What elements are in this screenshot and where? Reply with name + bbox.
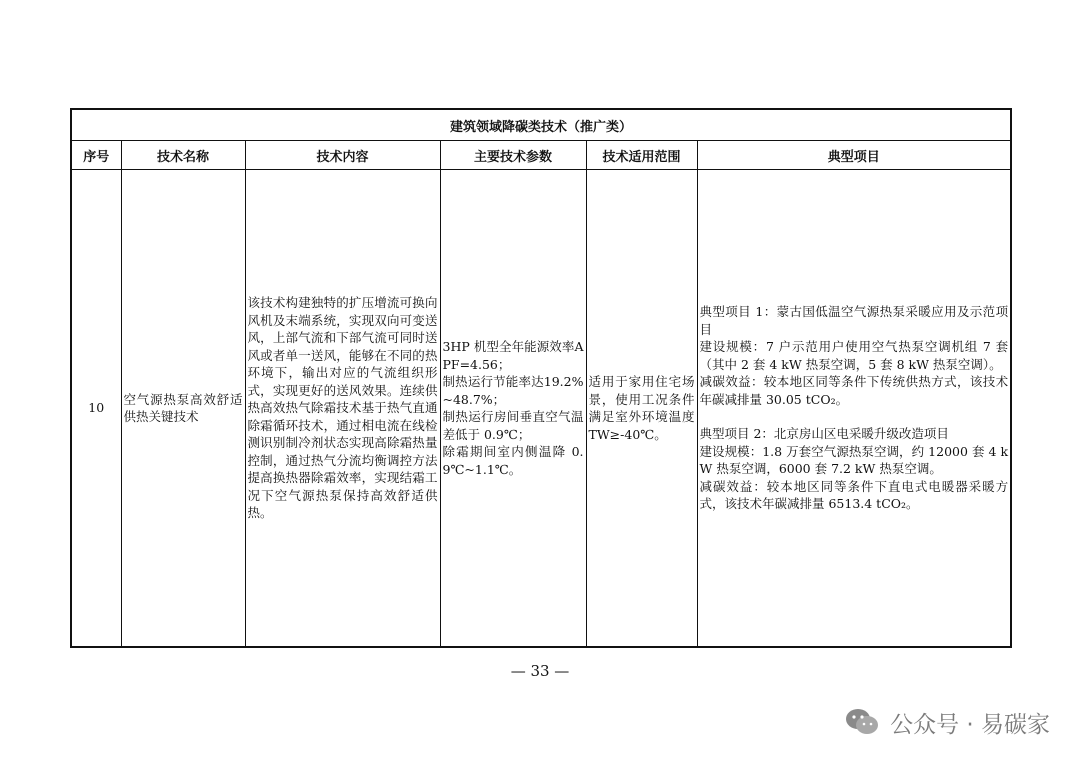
project-scale: 建设规模：1.8 万套空气源热泵空调，约 12000 套 4 kW 热泵空调，6000 套 7.2 kW 热泵空调。 (699, 443, 1009, 477)
row-index: 10 (71, 170, 121, 648)
header-tech-content: 技术内容 (245, 141, 440, 170)
project-benefit: 减碳效益：较本地区同等条件下直电式电暖器采暖方式，该技术年碳减排量 6513.4 tCO₂。 (699, 478, 1009, 512)
table-row (71, 170, 1011, 648)
param-line: 制热运行房间垂直空气温差低于 0.9℃； (442, 409, 584, 442)
row-tech-name: 空气源热泵高效舒适供热关键技术 (123, 391, 243, 424)
header-typical-projects: 典型项目 (697, 141, 1011, 170)
row-content-cell (245, 170, 440, 648)
header-scope: 技术适用范围 (586, 141, 697, 170)
param-line: 除霜期间室内侧温降 0.9℃~1.1℃。 (442, 444, 584, 477)
wechat-icon (844, 707, 880, 737)
row-scope-cell (586, 170, 697, 648)
project-1 (700, 303, 1009, 408)
watermark (844, 705, 1050, 739)
row-projects (698, 303, 1011, 513)
project-2 (700, 425, 1009, 513)
param-line: 3HP 机型全年能源效率APF=4.56； (442, 339, 584, 372)
technology-table (70, 108, 1012, 648)
page-number: — 33 — (510, 662, 570, 680)
header-index: 序号 (71, 141, 121, 170)
row-params (441, 338, 586, 478)
watermark-text: 公众号 · 易碳家 (890, 711, 1050, 738)
header-main-params: 主要技术参数 (440, 141, 586, 170)
row-scope: 适用于家用住宅场景，使用工况条件满足室外环境温度TW≥-40℃。 (588, 374, 695, 442)
row-projects-cell (697, 170, 1011, 648)
row-tech-content: 该技术构建独特的扩压增流可换向风机及末端系统，实现双向可变送风，上部气流和下部气流可同时送风或者单一送风，能够在不同的热环境下，输出对应的气流组织形式，实现更好的送风效果。连续供热高效热气除霜技术基于热气直通除霜循环技术，通过相电流在线检测识别制冷剂状态实现高除霜热量控制，通过热气分流均衡调控方法提高换热器除霜效率，实现结霜工况下空气源热泵保持高效舒适供热。 (247, 295, 438, 521)
project-scale: 建设规模：7 户示范用户使用空气热泵空调机组 7 套（其中 2 套 4 kW 热泵空调，5 套 8 kW 热泵空调）。 (699, 339, 1009, 372)
project-title: 典型项目 1：蒙古国低温空气源热泵采暖应用及示范项目 (699, 304, 1009, 337)
table-title: 建筑领域降碳类技术（推广类） (71, 109, 1011, 141)
row-params-cell (440, 170, 586, 648)
project-benefit: 减碳效益：较本地区同等条件下传统供热方式，该技术年碳减排量 30.05 tCO₂。 (699, 374, 1009, 407)
project-title: 典型项目 2：北京房山区电采暖升级改造项目 (699, 426, 949, 442)
header-tech-name: 技术名称 (121, 141, 245, 170)
row-name-cell (121, 170, 245, 648)
param-line: 制热运行节能率达19.2%~48.7%； (442, 374, 584, 407)
